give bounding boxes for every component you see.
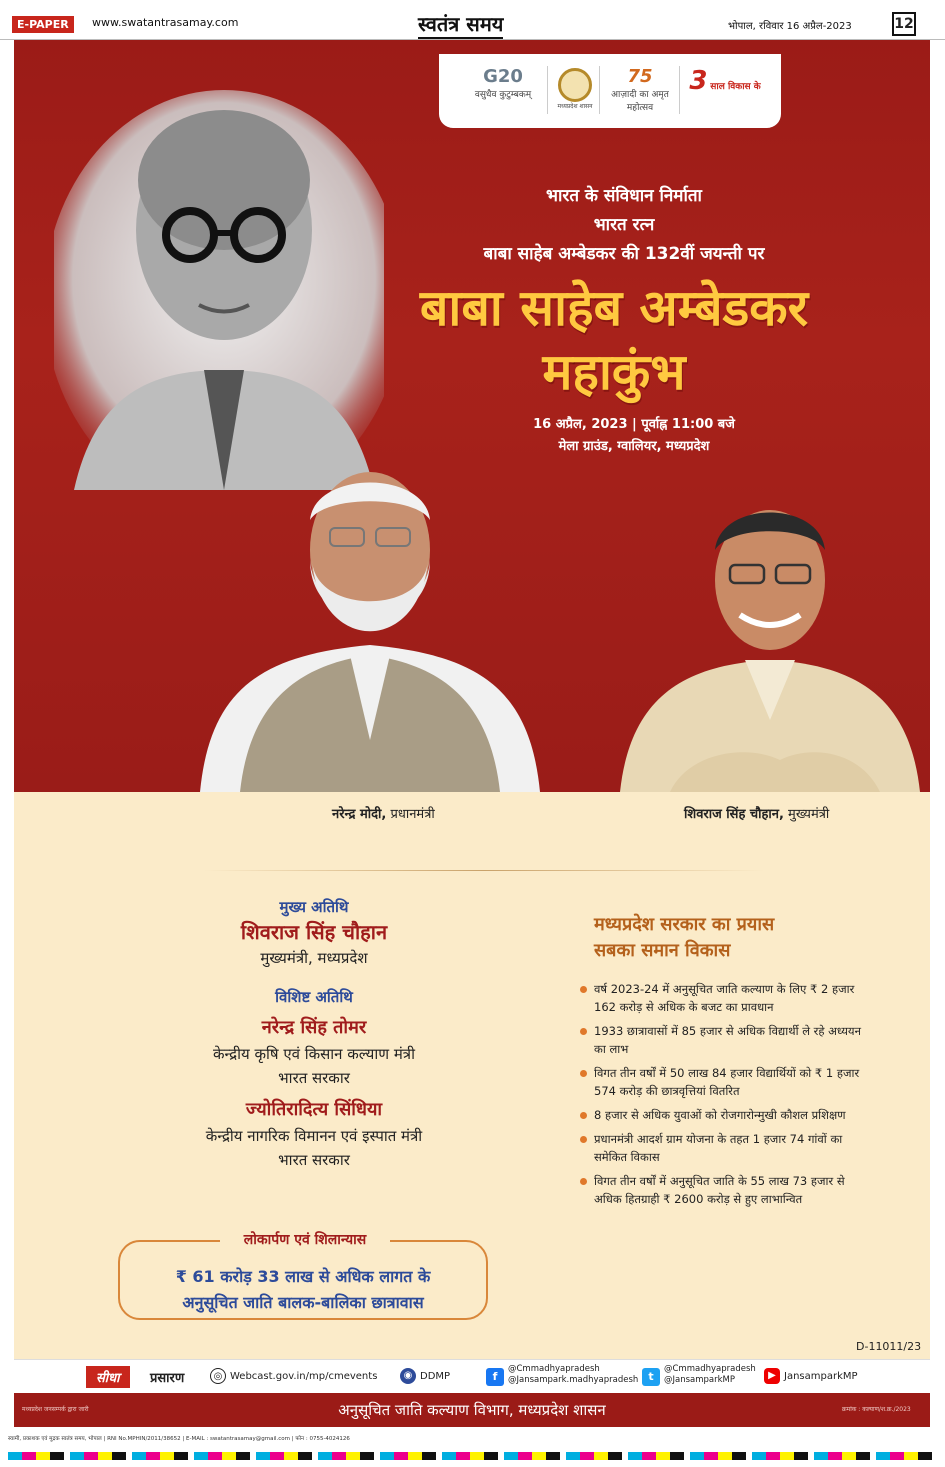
department-footer	[14, 1393, 930, 1427]
list-item: प्रधानमंत्री आदर्श ग्राम योजना के तहत 1 हजार 74 गांवों का समेकित विकास	[580, 1130, 870, 1166]
newspaper-title: स्वतंत्र समय	[418, 10, 503, 39]
page-number: 12	[892, 12, 916, 36]
list-item: 1933 छात्रावासों में 85 हजार से अधिक विद्यार्थी ले रहे अध्ययन का लाभ	[580, 1022, 870, 1058]
list-item: 8 हजार से अधिक युवाओं को रोजगारोन्मुखी कौशल प्रशिक्षण	[580, 1106, 870, 1124]
print-color-bar	[8, 1452, 938, 1460]
ddmp-icon: ◉	[400, 1368, 416, 1384]
site-url[interactable]: www.swatantrasamay.com	[92, 16, 239, 29]
guest-name: नरेन्द्र सिंह तोमर	[261, 1017, 367, 1038]
facebook-icon: f	[486, 1368, 504, 1386]
pm-caption: नरेन्द्र मोदी, प्रधानमंत्री	[332, 807, 435, 822]
section-divider	[204, 870, 764, 871]
details-section	[14, 792, 930, 1359]
achievement-list	[580, 980, 870, 1214]
event-title: बाबा साहेब अम्बेडकर महाकुंभ	[419, 279, 809, 401]
special-guest-label: विशिष्ट अतिथि	[275, 988, 353, 1006]
chief-guest-name: शिवराज सिंह चौहान	[240, 920, 388, 944]
inauguration-title: लोकार्पण एवं शिलान्यास	[220, 1230, 390, 1249]
event-intro: भारत के संविधान निर्माता भारत रत्न बाबा साहेब अम्बेडकर की 132वीं जयन्ती पर	[483, 186, 765, 264]
webcast-link[interactable]: ◎ Webcast.gov.in/mp/cmevents	[210, 1368, 377, 1384]
event-banner	[14, 40, 930, 792]
chief-guest-label: मुख्य अतिथि	[279, 898, 349, 916]
cm-portrait	[610, 480, 930, 792]
logo-strip	[439, 54, 781, 128]
youtube-link[interactable]: ▶ JansamparkMP	[764, 1368, 858, 1384]
newspaper-header	[0, 0, 945, 40]
list-item: वर्ष 2023-24 में अनुसूचित जाति कल्याण के लिए ₹ 2 हजार 162 करोड़ से अधिक के बजट का प्रावधान	[580, 980, 870, 1016]
guest-desc: केन्द्रीय कृषि एवं किसान कल्याण मंत्री	[213, 1045, 415, 1063]
ad-code: D-11011/23	[856, 1340, 922, 1353]
event-date-venue: 16 अप्रैल, 2023 | पूर्वाह्न 11:00 बजे मेला ग्राउंड, ग्वालियर, मध्यप्रदेश	[533, 417, 735, 454]
youtube-icon: ▶	[764, 1368, 780, 1384]
twitter-icon: t	[642, 1368, 660, 1386]
social-strip: सीधा प्रसारण ◎ Webcast.gov.in/mp/cmevents ◉ DDMP f @Cmmadhyapradesh @Jansampark.madhyapradesh t @Cmmadhyapradesh @JansamparkMP ▶ JansamparkMP	[14, 1359, 930, 1393]
department-name: अनुसूचित जाति कल्याण विभाग, मध्यप्रदेश शासन	[338, 1401, 606, 1419]
g20-logo: G20 वसुधैव कुटुम्बकम्	[474, 66, 532, 100]
government-effort-heading: मध्यप्रदेश सरकार का प्रयास सबका समान विकास	[594, 914, 775, 961]
dateline: भोपाल, रविवार 16 अप्रैल-2023	[728, 21, 852, 32]
release-number: क्रमांक : कल्याण/श.क्र./2023	[842, 1406, 911, 1413]
print-line: स्वामी, प्रकाशक एवं मुद्रक स्वतंत्र समय, भोपाल | RNI No.MPHIN/2011/38652 | E-MAIL : swatantrasamay@gmail.com | फोन : 0755-4024126	[8, 1436, 350, 1442]
mp-government-seal: मध्यप्रदेश शासन	[555, 66, 595, 114]
ddmp-link[interactable]: ◉ DDMP	[400, 1368, 450, 1384]
guest-desc: केन्द्रीय नागरिक विमानन एवं इस्पात मंत्री	[205, 1127, 423, 1145]
issued-by: मध्यप्रदेश जनसम्पर्क द्वारा जारी	[22, 1406, 89, 1413]
guest-desc: भारत सरकार	[278, 1151, 350, 1169]
guest-list	[164, 896, 464, 1172]
chief-guest-desc: मुख्यमंत्री, मध्यप्रदेश	[260, 949, 368, 967]
list-item: विगत तीन वर्षों में अनुसूचित जाति के 55 लाख 73 हजार से अधिक हितग्राही ₹ 2600 करोड़ से हुए लाभान्वित	[580, 1172, 870, 1208]
three-years-vikas-logo: 3 साल विकास के	[689, 66, 761, 96]
cm-caption: शिवराज सिंह चौहान, मुख्यमंत्री	[684, 807, 830, 822]
twitter-links[interactable]: t @Cmmadhyapradesh @JansamparkMP	[664, 1364, 756, 1386]
pm-portrait	[200, 440, 540, 792]
azadi-amrit-mahotsav-logo: 75 आज़ादी का अमृत महोत्सव	[611, 66, 669, 113]
guest-desc: भारत सरकार	[278, 1069, 350, 1087]
globe-icon: ◎	[210, 1368, 226, 1384]
epaper-badge: E-PAPER	[12, 16, 74, 33]
guest-name: ज्योतिरादित्य सिंधिया	[245, 1099, 383, 1120]
inauguration-box: लोकार्पण एवं शिलान्यास ₹ 61 करोड़ 33 लाख से अधिक लागत के अनुसूचित जाति बालक-बालिका छात्रावास	[118, 1240, 488, 1320]
ambedkar-portrait	[54, 70, 384, 490]
list-item: विगत तीन वर्षों में 50 लाख 84 हजार विद्यार्थियों को ₹ 1 हजार 574 करोड़ की छात्रवृत्तियां वितरित	[580, 1064, 870, 1100]
facebook-links[interactable]: f @Cmmadhyapradesh @Jansampark.madhyapradesh	[508, 1364, 638, 1386]
